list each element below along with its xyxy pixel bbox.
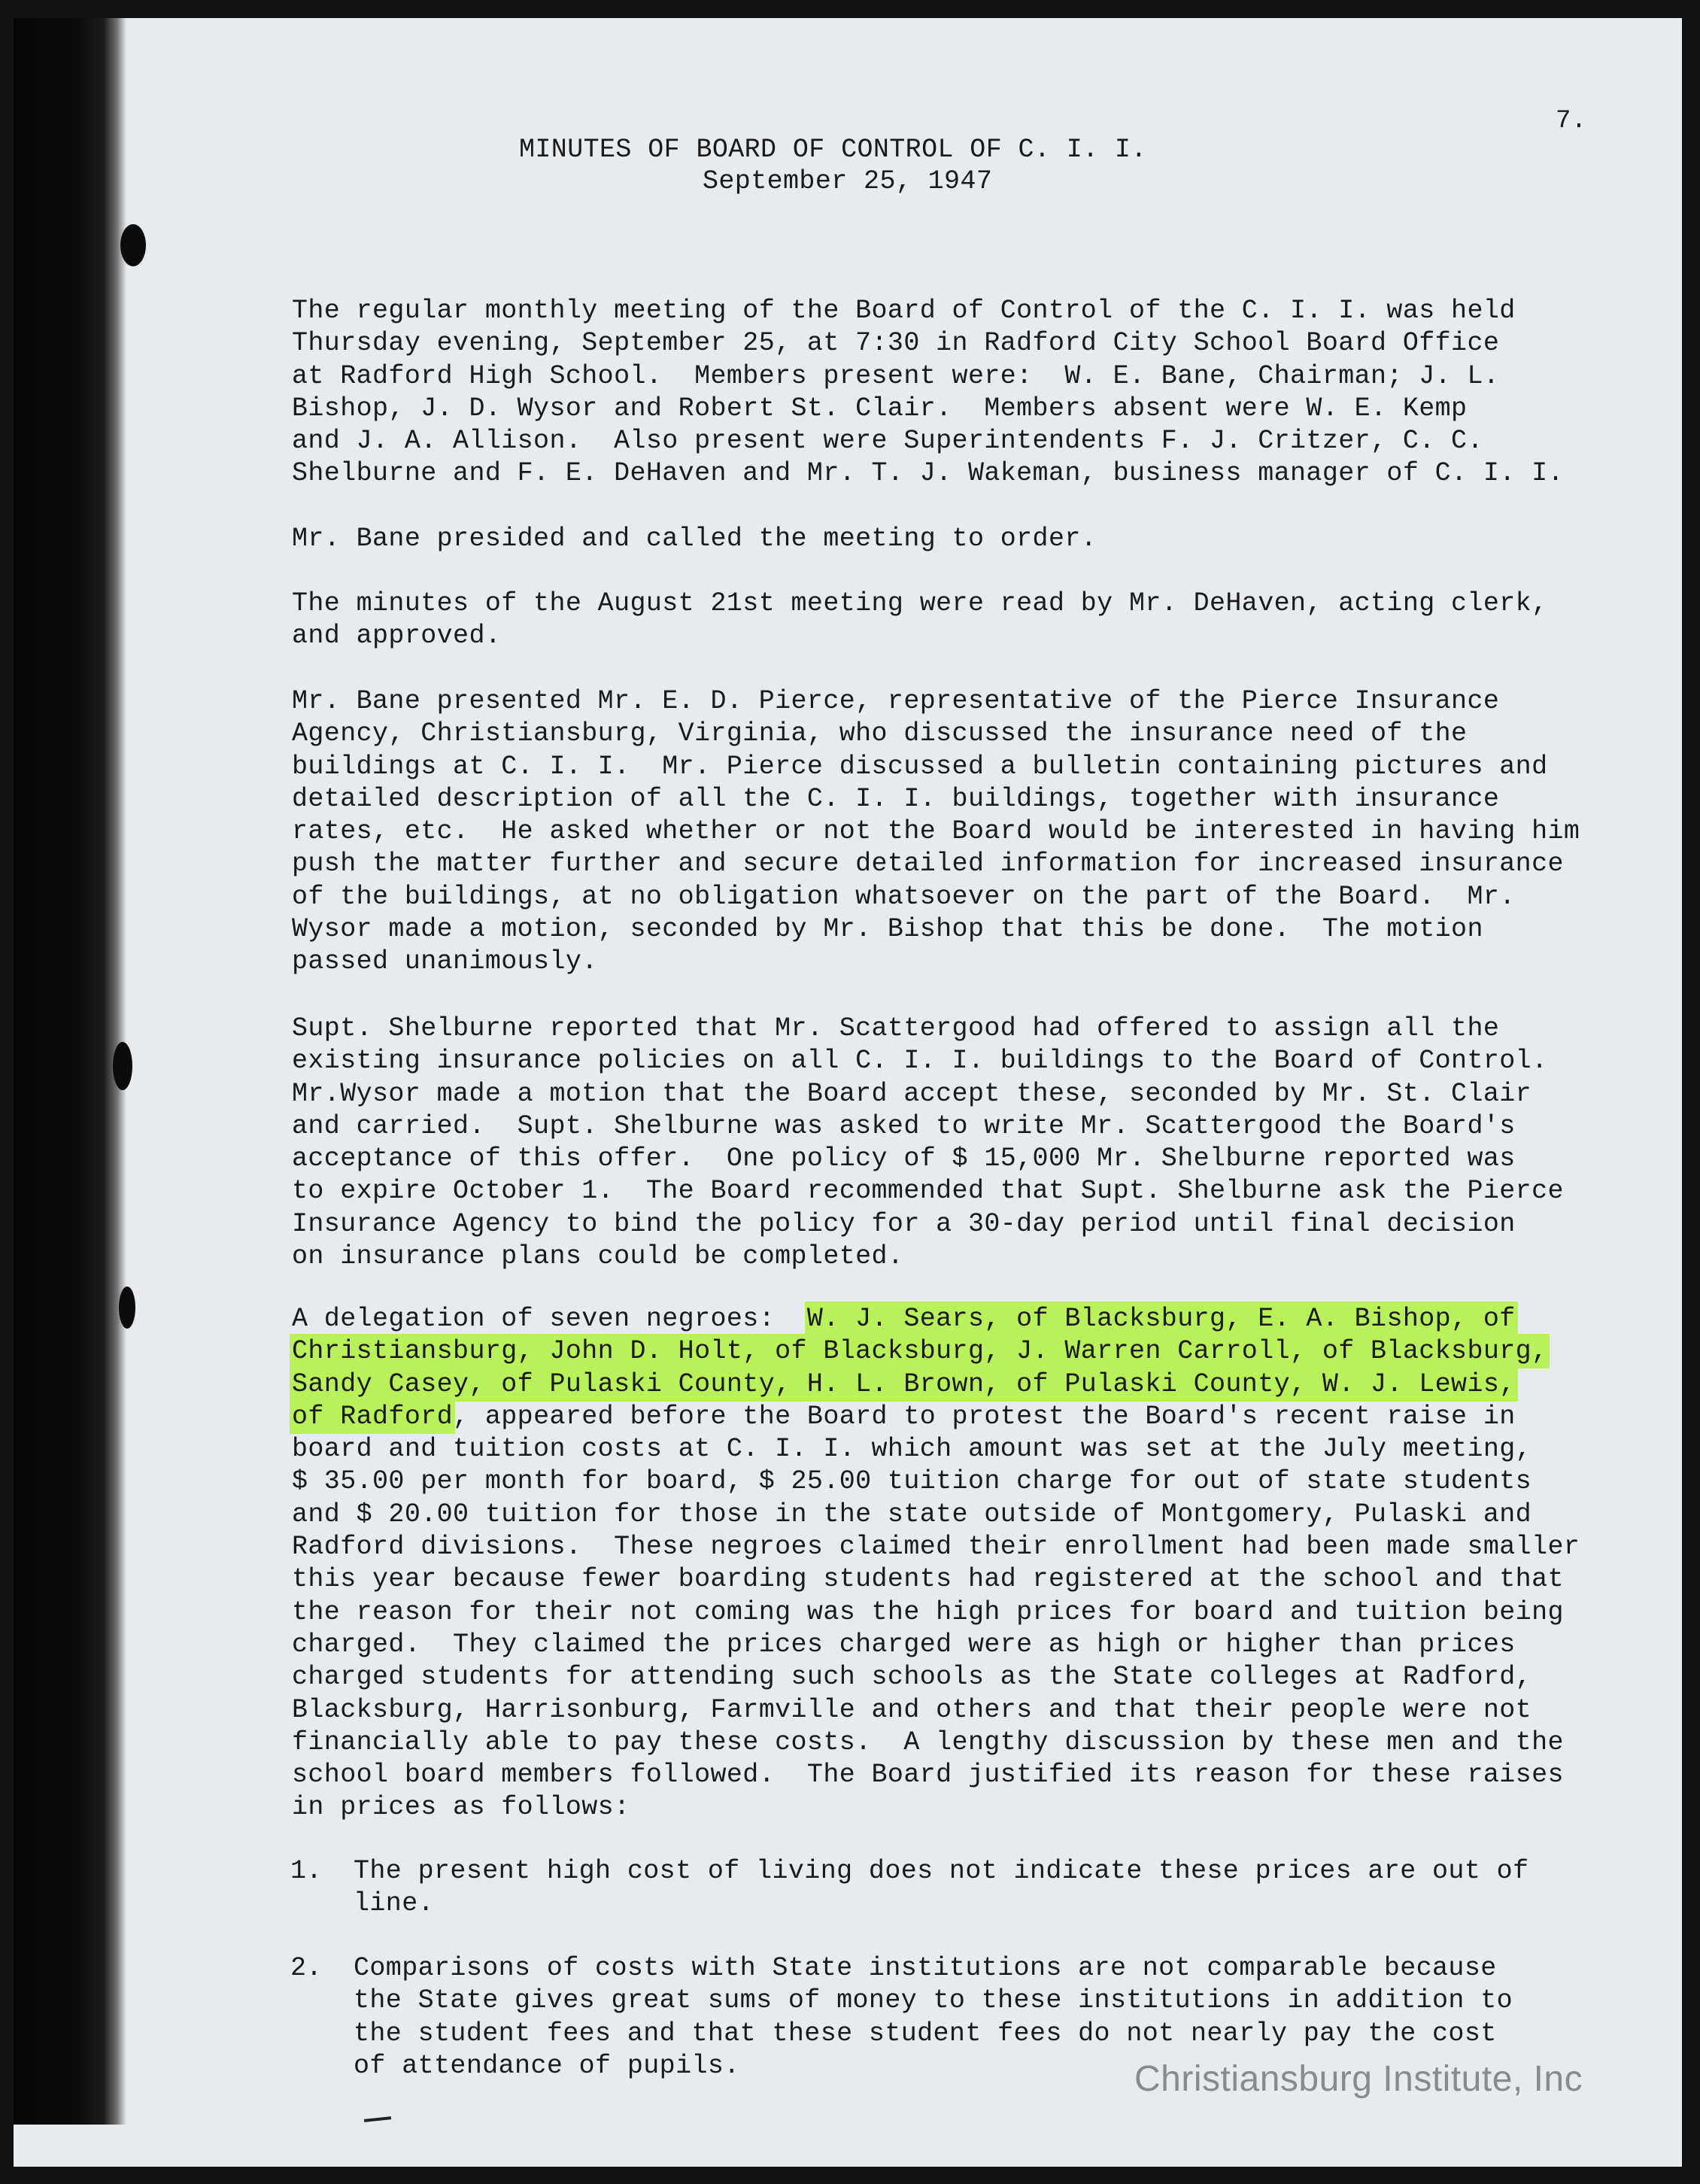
staple-mark (113, 1042, 132, 1090)
document-date: September 25, 1947 (703, 166, 993, 196)
paragraph-minutes-approved: The minutes of the August 21st meeting were read by Mr. DeHaven, acting clerk, and approved. (292, 588, 1548, 652)
list-item-text: Comparisons of costs with State institutions are not comparable because the State gives great sums of money to these institutions in addition to the student fees and that these student fees do not nearly pay the cost of attendance of pupils. (354, 1953, 1513, 2081)
page-number: 7. (1556, 107, 1587, 135)
watermark: Christiansburg Institute, Inc (1134, 2059, 1583, 2099)
document-title: MINUTES OF BOARD OF CONTROL OF C. I. I. (519, 135, 1147, 165)
highlighted-names: Christiansburg, John D. Holt, of Blacksburg, J. Warren Carroll, of Blacksburg, (292, 1336, 1548, 1367)
delegation-intro: A delegation of seven negroes: (292, 1304, 807, 1334)
binding-edge (14, 18, 126, 2125)
highlighted-names: Sandy Casey, of Pulaski County, H. L. Brown, of Pulaski County, W. J. Lewis, (292, 1368, 1516, 1399)
delegation-text: , appeared before the Board to protest the Board's recent raise in (453, 1401, 1516, 1432)
highlighted-names: of Radford (292, 1401, 454, 1432)
staple-mark (120, 224, 146, 266)
paragraph-presided: Mr. Bane presided and called the meeting to order. (292, 524, 1097, 554)
paragraph-meeting-info: The regular monthly meeting of the Board of Control of the C. I. I. was held Thursday evening, September 25, at 7:30 in Radford City School Board Office at Radford High School. Members present were: W. E. Bane, Chairman; J. L. Bishop, J. D. Wysor and Robert St. Clair. Members absent were W. E. Kemp and J. A. Allison. Also present were Superintendents F. J. Critzer, C. C. Shelburne and F. E. DeHaven and Mr. T. J. Wakeman, business manager of C. I. I. (292, 296, 1564, 489)
paragraph-insurance-policies: Supt. Shelburne reported that Mr. Scattergood had offered to assign all the existing insurance policies on all C. I. I. buildings to the Board of Control. Mr.Wysor made a motion that the Board accept these, seconded by Mr. St. Clair and carried. Supt. Shelburne was asked to write Mr. Scattergood the Board's acceptance of this offer. One policy of $ 15,000 Mr. Shelburne reported was to expire October 1. The Board recommended that Supt. Shelburne ask the Pierce Insurance Agency to bind the policy for a 30-day period until final decision on insurance plans could be completed. (292, 1013, 1564, 1272)
staple-mark (119, 1286, 135, 1329)
list-number: 1. (290, 1856, 323, 1886)
delegation-text: board and tuition costs at C. I. I. which amount was set at the July meeting, $ 35.00 per month for board, $ 25.00 tuition charge for out of state students and $ 20.00 tuition for those in the state outside of Montgomery, Pulaski and Radford divisions. These negroes claimed their enrollment had been made smaller this year because fewer boarding students had registered at the school and that the reason for their not coming was the high prices for board and tuition being charged. They claimed the prices charged were as high or higher than prices charged students for attending such schools as the State colleges at Radford, Blacksburg, Harrisonburg, Farmville and others and that their people were not financially able to pay these costs. A lengthy discussion by these men and the school board members followed. The Board justified its reason for these raises in prices as follows: (292, 1434, 1580, 1823)
highlighted-names: W. J. Sears, of Blacksburg, E. A. Bishop, of (806, 1304, 1516, 1334)
paragraph-insurance-pierce: Mr. Bane presented Mr. E. D. Pierce, representative of the Pierce Insurance Agency, Christiansburg, Virginia, who discussed the insurance need of the buildings at C. I. I. Mr. Pierce discussed a bulletin containing pictures and detailed description of all the C. I. I. buildings, together with insurance rates, etc. He asked whether or not the Board would be interested in having him push the matter further and secure detailed information for increased insurance of the buildings, at no obligation whatsoever on the part of the Board. Mr. Wysor made a motion, seconded by Mr. Bishop that this be done. The motion passed unanimously. (292, 686, 1580, 977)
paragraph-delegation (292, 1303, 1580, 1824)
list-number: 2. (290, 1953, 323, 1983)
list-item-text: The present high cost of living does not indicate these prices are out of line. (354, 1856, 1529, 1919)
